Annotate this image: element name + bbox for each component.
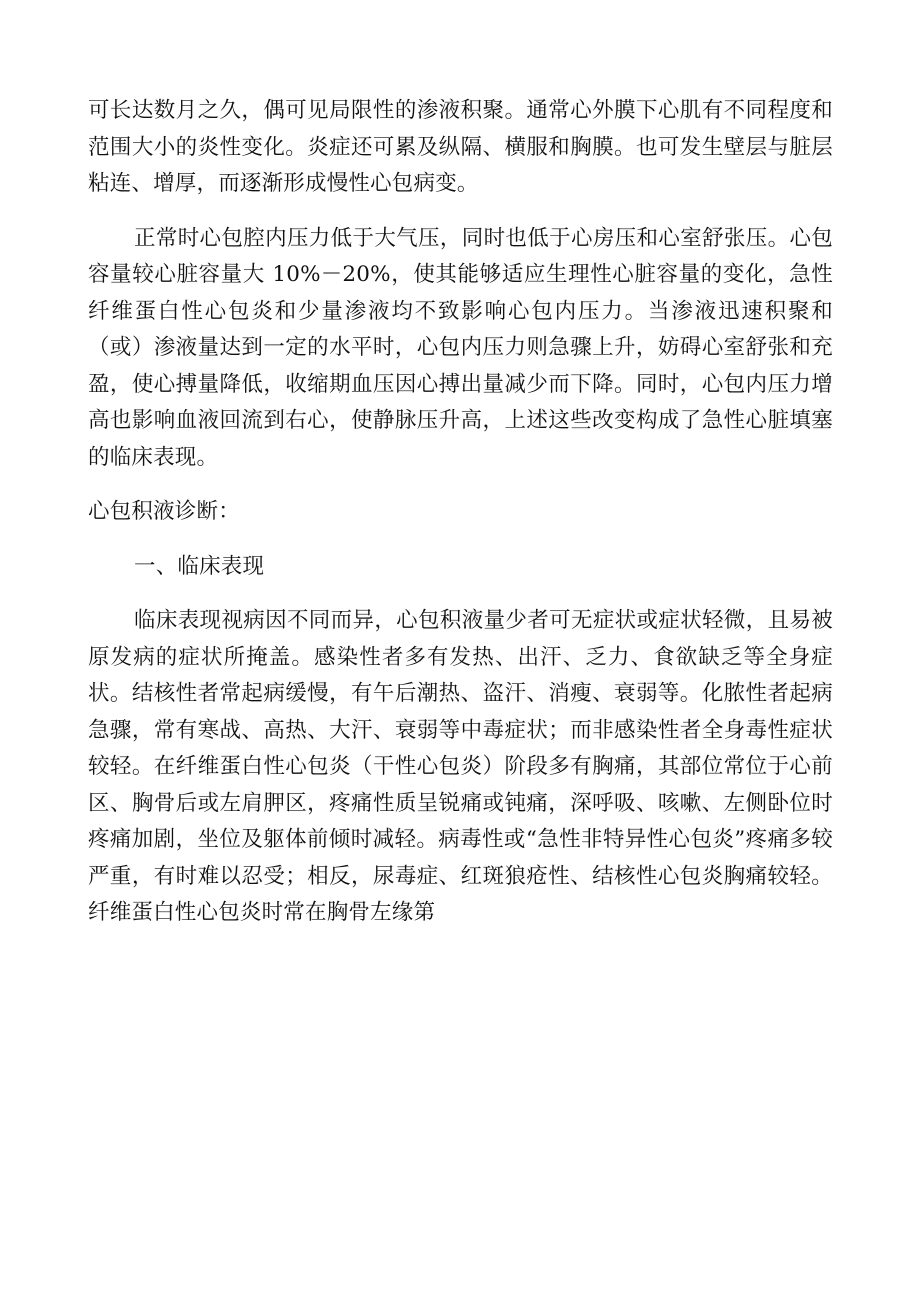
paragraph-pressure: 正常时心包腔内压力低于大气压，同时也低于心房压和心室舒张压。心包容量较心脏容量大 10%－20%，使其能够适应生理性心脏容量的变化，急性纤维蛋白性心包炎和少量渗液均不致影响心包内压力。当渗液迅速积聚和（或）渗液量达到一定的水平时，心包内压力则急骤上升，妨碍心室舒张和充盈，使心搏量降低，收缩期血压因心搏出量减少而下降。同时，心包内压力增高也影响血液回流到右心，使静脉压升高，上述这些改变构成了急性心脏填塞的临床表现。 bbox=[88, 225, 833, 470]
section-title: 心包积液诊断： bbox=[88, 499, 240, 524]
paragraph-clinical: 临床表现视病因不同而异，心包积液量少者可无症状或症状轻微，且易被原发病的症状所掩盖。感染性者多有发热、出汗、乏力、食欲缺乏等全身症状。结核性者常起病缓慢，有午后潮热、盗汗、消瘦、衰弱等。化脓性者起病急骤，常有寒战、高热、大汗、衰弱等中毒症状；而非感染性者全身毒性症状较轻。在纤维蛋白性心包炎（干性心包炎）阶段多有胸痛，其部位常位于心前区、胸骨后或左肩胛区，疼痛性质呈锐痛或钝痛，深呼吸、咳嗽、左侧卧位时疼痛加剧，坐位及躯体前倾时减轻。病毒性或“急性非特异性心包炎”疼痛多较严重，有时难以忍受；相反，尿毒症、红斑狼疮性、结核性心包炎胸痛较轻。纤维蛋白性心包炎时常在胸骨左缘第 bbox=[88, 608, 833, 925]
paragraph-pathology: 可长达数月之久，偶可见局限性的渗液积聚。通常心外膜下心肌有不同程度和范围大小的炎性变化。炎症还可累及纵隔、横服和胸膜。也可发生壁层与脏层粘连、增厚，而逐渐形成慢性心包病变。 bbox=[88, 98, 833, 196]
subsection-title: 一、临床表现 bbox=[134, 553, 265, 579]
document-page bbox=[88, 93, 833, 950]
